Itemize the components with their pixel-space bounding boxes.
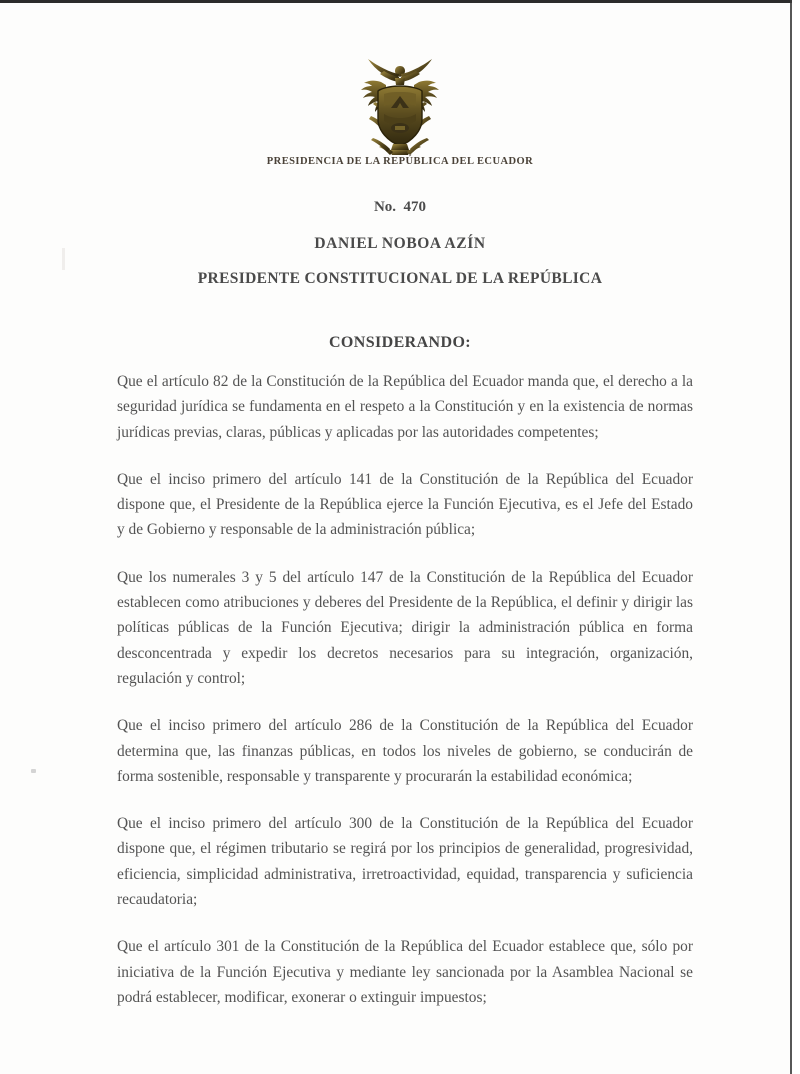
considerando-paragraph: Que los numerales 3 y 5 del artículo 147 de la Constitución de la República del Ecuador establecen como atribuciones y deberes del Presidente de la República, el definir y dirigir las políticas públicas de la Función Ejecutiva; dirigir la administración pública en forma desconcentrada y expedir los decretos necesarios para su integración, organización, regulación y control; <box>117 568 693 687</box>
considerando-paragraph: Que el artículo 301 de la Constitución de la República del Ecuador establece que, sólo por iniciativa de la Función Ejecutiva y mediante ley sancionada por la Asamblea Nacional se podrá establecer, modificar, exonerar o extinguir impuestos; <box>117 938 693 1006</box>
considerando-heading: CONSIDERANDO: <box>328 334 472 351</box>
considerando-body <box>117 369 693 1010</box>
considerando-paragraph: Que el inciso primero del artículo 141 de la Constitución de la República del Ecuador dispone que, el Presidente de la República ejerce la Función Ejecutiva, es el Jefe del Estado y de Gobierno y responsable de la administración pública; <box>117 470 693 539</box>
considerando-paragraph: Que el inciso primero del artículo 286 de la Constitución de la República del Ecuador determina que, las finanzas públicas, en todos los niveles de gobierno, se conducirán de forma sostenible, responsable y transparente y procurarán la estabilidad económica; <box>117 717 693 785</box>
president-name: DANIEL NOBOA AZÍN <box>314 235 486 252</box>
considerando-paragraph: Que el artículo 82 de la Constitución de la República del Ecuador manda que, el derecho a la seguridad jurídica se fundamenta en el respeto a la Constitución y en la existencia de normas jurídicas previas, claras, públicas y aplicadas por las autoridades competentes; <box>117 373 693 441</box>
scan-edge-top <box>0 0 800 3</box>
decree-number: No. 470 <box>373 199 427 215</box>
considerando-paragraph: Que el inciso primero del artículo 300 de la Constitución de la República del Ecuador dispone que, el régimen tributario se regirá por los principios de generalidad, progresividad, eficiencia, simplicidad administrativa, irretroactividad, equidad, transparencia y suficiencia recaudatoria; <box>117 815 693 909</box>
organization-header: PRESIDENCIA DE LA REPÚBLICA DEL ECUADOR <box>266 156 534 167</box>
emblem-container <box>0 58 800 163</box>
coat-of-arms-of-ecuador-icon <box>351 58 449 158</box>
scan-speck <box>31 769 36 773</box>
president-title: PRESIDENTE CONSTITUCIONAL DE LA REPÚBLICA <box>197 270 603 287</box>
